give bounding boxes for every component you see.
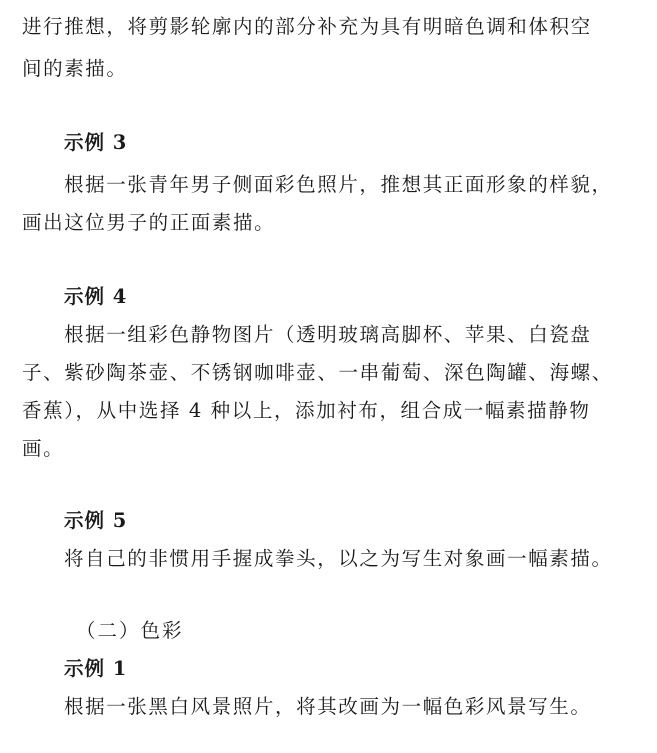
example-5-line-1: 将自己的非惯用手握成拳头，以之为写生对象画一幅素描。 [64,547,613,570]
example-4-line-4: 画。 [22,437,65,460]
color-example-1-line-1: 根据一张黑白风景照片，将其改画为一幅色彩风景写生。 [64,695,592,718]
example-3-line-2: 画出这位男子的正面素描。 [22,211,276,234]
color-example-1-heading: 示例 1 [64,657,128,680]
example-4-line-2: 子、紫砂陶茶壶、不锈钢咖啡壶、一串葡萄、深色陶罐、海螺、 [22,361,613,384]
intro-line-1: 进行推想，将剪影轮廓内的部分补充为具有明暗色调和体积空 [22,15,592,38]
intro-line-2: 间的素描。 [22,57,128,80]
example-5-heading: 示例 5 [64,509,128,532]
example-3-heading: 示例 3 [64,131,128,154]
example-4-heading: 示例 4 [64,285,128,308]
example-4-line-3: 香蕉），从中选择 4 种以上，添加衬布，组合成一幅素描静物 [22,399,591,422]
example-3-line-1: 根据一张青年男子侧面彩色照片，推想其正面形象的样貌， [64,173,613,196]
section-title-color: （二）色彩 [76,619,184,642]
example-4-line-1: 根据一组彩色静物图片（透明玻璃高脚杯、苹果、白瓷盘 [64,323,592,346]
